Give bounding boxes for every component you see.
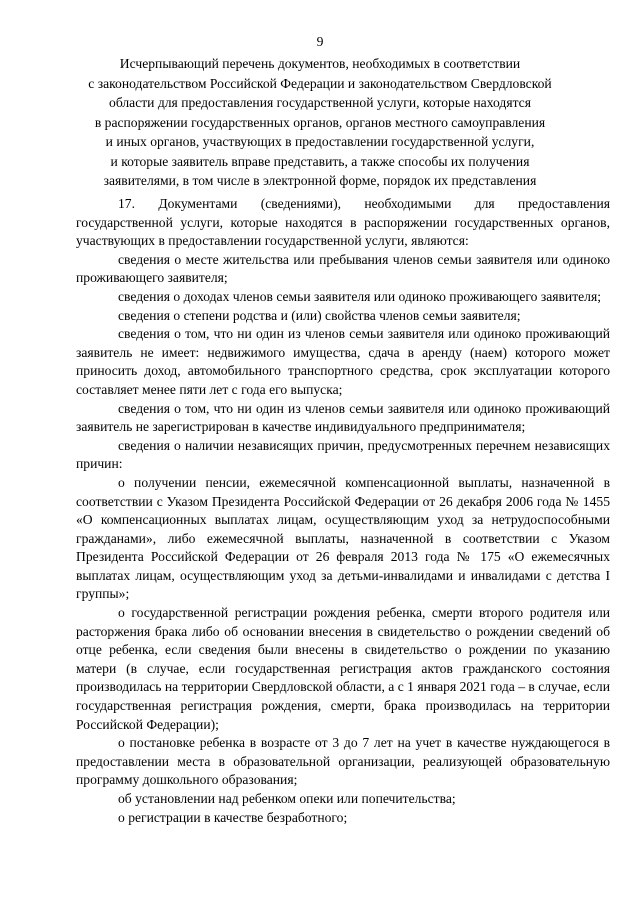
list-item: сведения о том, что ни один из членов семьи заявителя или одиноко проживающий заявитель не имеет: недвижимого имущества, сдача в аренду (наем) которого может приносить доход, автомобильного транспортного средства, срок эксплуатации которого составляет менее пяти лет с года его выпуска;	[76, 326, 610, 397]
heading-line: Исчерпывающий перечень документов, необходимых в соответствии	[119, 56, 521, 71]
sub-item: об установлении над ребенком опеки или попечительства;	[118, 791, 456, 806]
heading-line: с законодательством Российской Федерации и законодательством Свердловской	[88, 75, 552, 91]
sub-item: о получении пенсии, ежемесячной компенсационной выплаты, назначенной в соответствии с Указом Президента Российской Федерации от 26 декабря 2006 года № 1455 «О компенсационных выплатах лицам, осуществляющим уход за нетрудоспособными гражданами», либо ежемесячной выплаты, назначенной в соответствии с Указом Президента Российской Федерации от 26 февраля 2013 года № 175 «О ежемесячных выплатах лицам, осуществляющим уход за детьми-инвалидами и инвалидами с детства I группы»;	[76, 474, 610, 602]
list-item: сведения о том, что ни один из членов семьи заявителя или одиноко проживающий заявитель не зарегистрирован в качестве индивидуального предпринимателя;	[76, 400, 610, 435]
heading-line: и иных органов, участвующих в предоставлении государственной услуги,	[105, 134, 535, 149]
heading-line: в распоряжении государственных органов, органов местного самоуправления	[94, 114, 546, 130]
heading-line: области для предоставления государственной услуги, которые находятся	[109, 95, 531, 110]
list-item: сведения о наличии независящих причин, предусмотренных перечнем независящих причин:	[76, 437, 610, 472]
section-heading	[60, 54, 580, 191]
page-number: 9	[316, 34, 324, 49]
list-item: сведения о месте жительства или пребывания членов семьи заявителя или одиноко проживающего заявителя;	[76, 251, 610, 286]
sub-item: о регистрации в качестве безработного;	[118, 809, 348, 825]
heading-line: и которые заявитель вправе представить, а также способы их получения	[110, 153, 530, 169]
document-body	[76, 195, 610, 827]
sub-item: о постановке ребенка в возрасте от 3 до 7 лет на учет в качестве нуждающегося в предоставлении места в образовательной организации, реализующей образовательную программу дошкольного образования;	[76, 735, 610, 788]
list-item: сведения о доходах членов семьи заявителя или одиноко проживающего заявителя;	[118, 288, 601, 304]
heading-line: заявителями, в том числе в электронной форме, порядок их представления	[103, 173, 537, 188]
sub-item: о государственной регистрации рождения ребенка, смерти второго родителя или расторжения брака либо об основании внесения в свидетельство о рождении сведений об отце ребенка, если сведения были внесены в свидетельство о рождении по указанию матери (в случае, если государственная регистрация актов гражданского состояния производилась на территории Свердловской области, а с 1 января 2021 года – в случае, если государственная регистрация рождения, смерти, брака производилась на территории Российской Федерации);	[76, 605, 610, 732]
list-item: сведения о степени родства и (или) свойства членов семьи заявителя;	[118, 307, 521, 323]
paragraph-17-intro: 17. Документами (сведениями), необходимыми для предоставления государственной услуги, которые находятся в распоряжении государственных органов, участвующих в предоставлении государственной услуги, являются:	[76, 196, 610, 249]
